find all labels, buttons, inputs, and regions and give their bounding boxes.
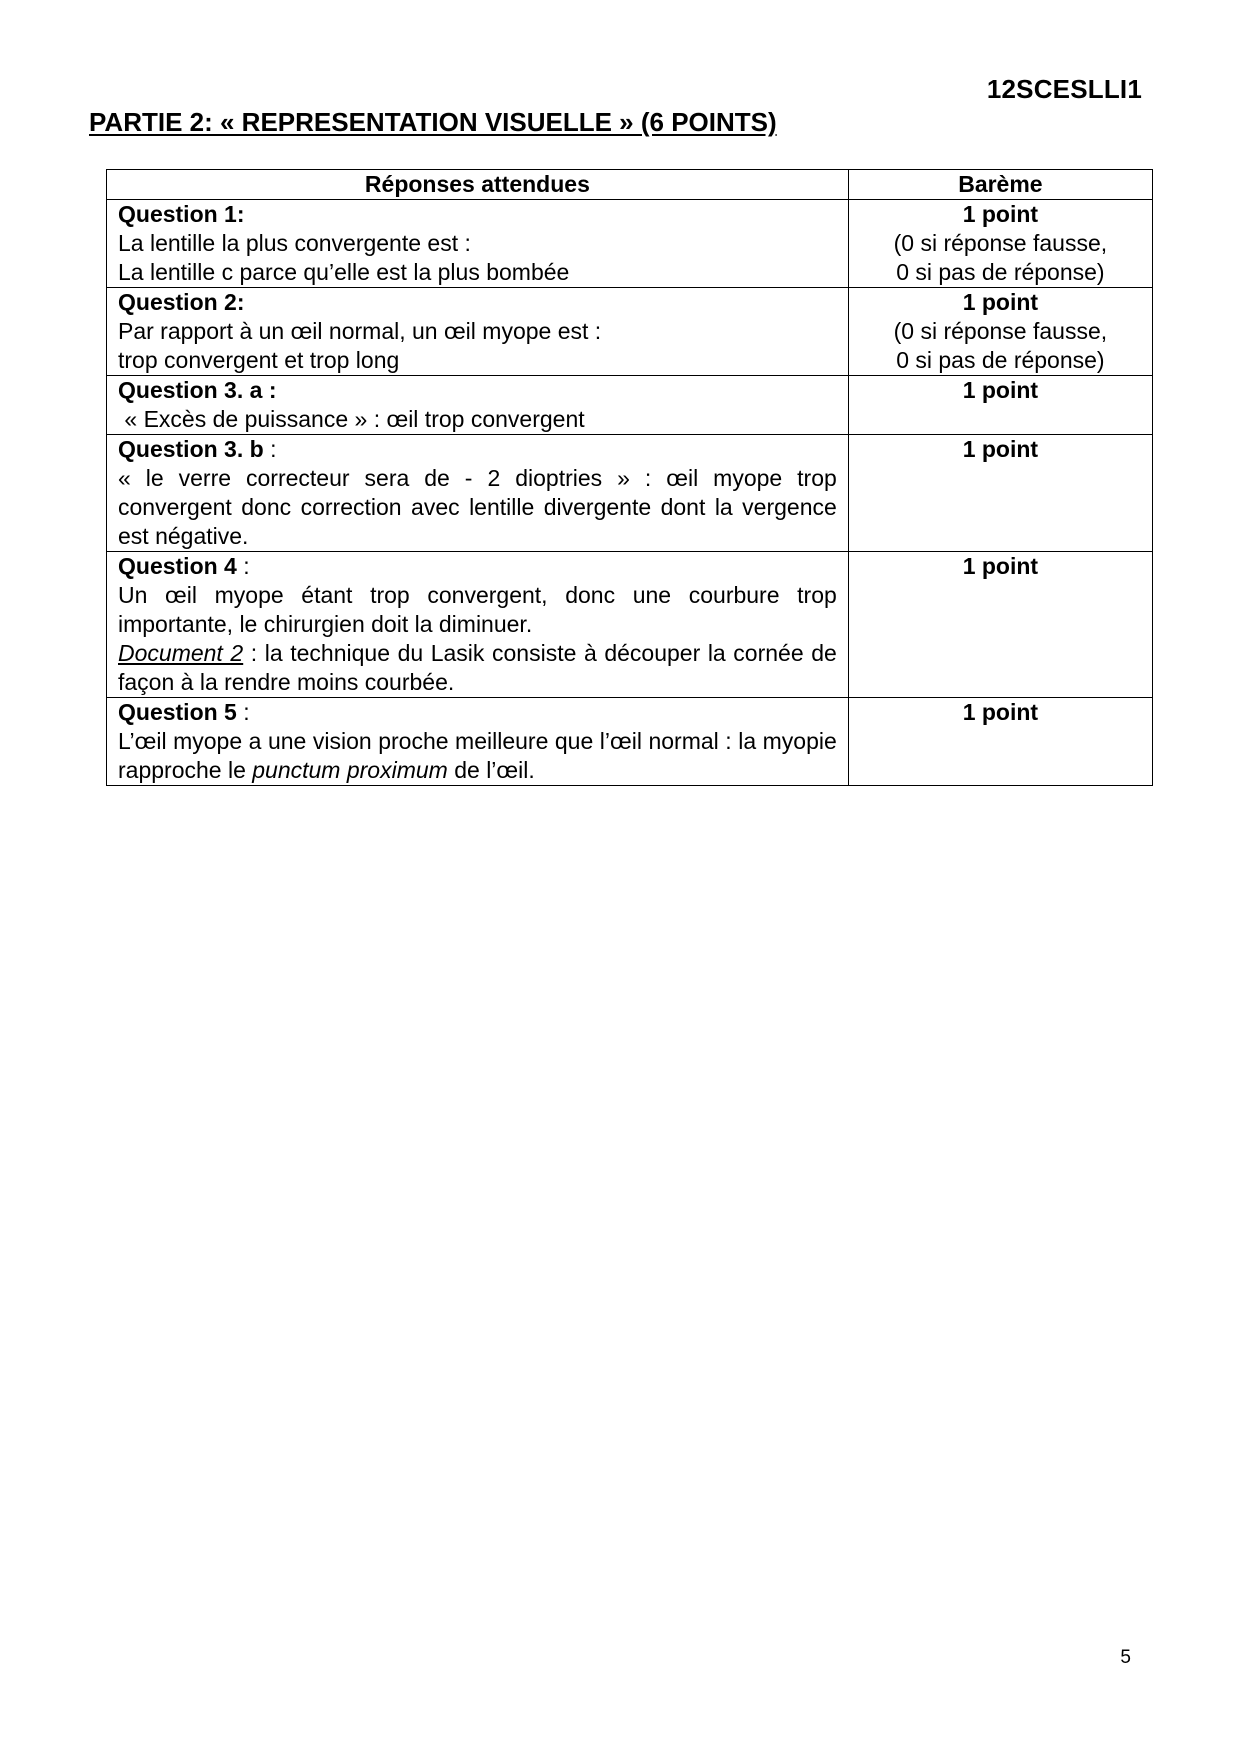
- answer-cell: [107, 698, 849, 786]
- answer-table: [106, 169, 1153, 786]
- answer-line: La lentille la plus convergente est :: [118, 230, 471, 256]
- answer-cell: [107, 552, 849, 698]
- scale-cell: [848, 435, 1152, 552]
- scale-cell: [848, 376, 1152, 435]
- answer-cell: [107, 435, 849, 552]
- table-row: [107, 288, 1153, 376]
- document-reference: Document 2: [118, 640, 244, 666]
- header-scale: Barème: [848, 170, 1152, 200]
- answer-cell: [107, 288, 849, 376]
- question-suffix: :: [263, 436, 277, 462]
- table-row: [107, 376, 1153, 435]
- scale-cell: [848, 552, 1152, 698]
- answer-line: « Excès de puissance » : œil trop convergent: [118, 406, 585, 432]
- table-row: [107, 435, 1153, 552]
- header-answers: Réponses attendues: [107, 170, 849, 200]
- answer-line: Par rapport à un œil normal, un œil myope est :: [118, 318, 602, 344]
- table-row: [107, 200, 1153, 288]
- answer-text-start: L’œil myope a une vision proche meilleure que l’œil normal : la myopie rapproche le: [118, 728, 837, 783]
- scale-note: 0 si pas de réponse): [896, 259, 1105, 285]
- question-label: Question 5: [118, 699, 237, 725]
- scale-cell: [848, 200, 1152, 288]
- page-number: 5: [1120, 1647, 1131, 1668]
- points-value: 1 point: [962, 377, 1039, 403]
- scale-note: (0 si réponse fausse,: [893, 318, 1108, 344]
- points-value: 1 point: [962, 201, 1039, 227]
- table-header-row: [107, 170, 1153, 200]
- table-row: [107, 552, 1153, 698]
- scale-note: 0 si pas de réponse): [896, 347, 1105, 373]
- document-reference-text: : la technique du Lasik consiste à découper la cornée de façon à la rendre moins courbée.: [118, 640, 837, 695]
- scale-note: (0 si réponse fausse,: [893, 230, 1108, 256]
- question-label: Question 3. a :: [118, 377, 277, 403]
- question-heading: [118, 435, 837, 464]
- answer-text: [118, 727, 837, 785]
- points-value: 1 point: [962, 436, 1039, 462]
- document-code: 12SCESLLI1: [986, 74, 1142, 104]
- answer-text-end: de l’œil.: [447, 757, 535, 783]
- answer-text: [118, 639, 837, 697]
- points-value: 1 point: [962, 553, 1039, 579]
- answer-text: « le verre correcteur sera de - 2 dioptries » : œil myope trop convergent donc correction avec lentille divergente dont la vergence est négative.: [118, 465, 837, 549]
- table-row: [107, 698, 1153, 786]
- question-heading: [118, 552, 837, 581]
- section-title: PARTIE 2: « REPRESENTATION VISUELLE » (6 POINTS): [89, 107, 777, 137]
- question-suffix: :: [236, 699, 250, 725]
- question-suffix: :: [236, 553, 250, 579]
- answer-line: La lentille c parce qu’elle est la plus bombée: [118, 259, 570, 285]
- question-label: Question 3. b: [118, 436, 264, 462]
- answer-line: trop convergent et trop long: [118, 347, 400, 373]
- question-label: Question 2:: [118, 289, 245, 315]
- points-value: 1 point: [962, 289, 1039, 315]
- question-heading: [118, 698, 837, 727]
- answer-cell: [107, 376, 849, 435]
- question-label: Question 1:: [118, 201, 245, 227]
- question-label: Question 4: [118, 553, 237, 579]
- answer-cell: [107, 200, 849, 288]
- answer-text: Un œil myope étant trop convergent, donc une courbure trop importante, le chirurgien doit la diminuer.: [118, 582, 837, 637]
- scale-cell: [848, 698, 1152, 786]
- scale-cell: [848, 288, 1152, 376]
- points-value: 1 point: [962, 699, 1039, 725]
- answer-text-italic: punctum proximum: [252, 757, 448, 783]
